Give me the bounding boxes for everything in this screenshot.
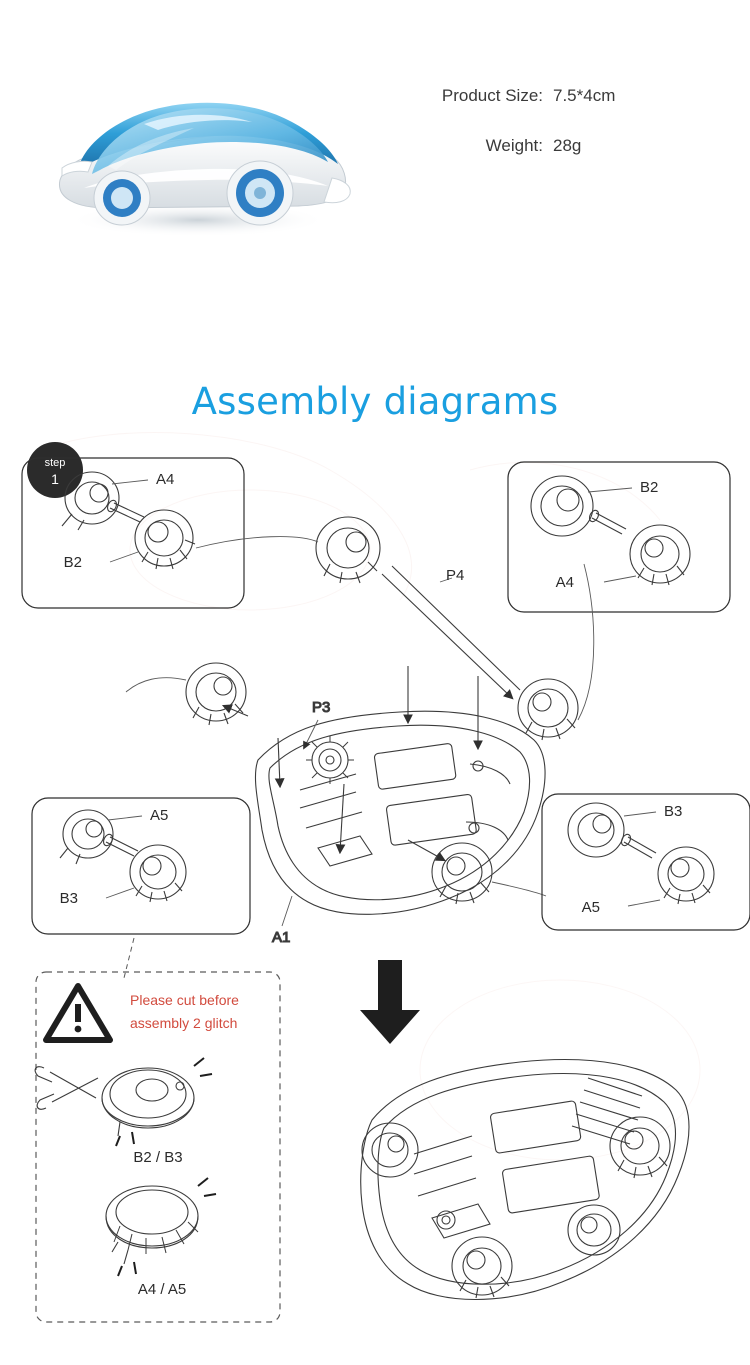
cut-illustration-b <box>35 1067 194 1136</box>
leader-topleft <box>196 537 318 548</box>
label-a4-topright: A4 <box>555 574 574 591</box>
label-b2-topleft: B2 <box>63 554 82 571</box>
callout-bottom-right <box>542 794 750 930</box>
product-spec-section <box>0 0 750 300</box>
label-p3: P3 <box>312 699 331 716</box>
spec-value-weight: 28g <box>553 136 582 155</box>
label-p4: P4 <box>446 567 465 584</box>
leader-bottomright <box>492 882 546 896</box>
spec-row <box>395 136 725 156</box>
warning-line-1: Please cut before <box>130 992 239 1008</box>
spec-row <box>395 86 725 106</box>
label-b2-topright: B2 <box>640 479 659 496</box>
down-arrow-icon <box>360 960 420 1044</box>
wheel-front-right <box>518 679 578 740</box>
spec-label-weight: Weight: <box>485 136 543 155</box>
chassis-a1 <box>224 666 545 946</box>
label-b2-b3: B2 / B3 <box>133 1149 183 1166</box>
warning-box <box>35 938 280 1322</box>
product-photo <box>48 62 358 242</box>
assembly-title: Assembly diagrams <box>191 380 559 423</box>
label-a4-topleft: A4 <box>156 471 175 488</box>
leader-bottomleft <box>126 678 186 692</box>
step-badge <box>27 442 83 498</box>
callout-top-right <box>508 462 730 612</box>
assembly-diagram <box>0 430 750 1365</box>
label-a5-bottomleft: A5 <box>150 807 169 824</box>
warning-triangle-icon <box>46 986 110 1040</box>
wheel-rear-right <box>432 843 492 904</box>
callout-bottom-left <box>32 798 250 934</box>
warning-line-2: assembly 2 glitch <box>130 1015 238 1031</box>
label-b3-bottomleft: B3 <box>59 890 78 907</box>
leader-topright <box>578 564 594 720</box>
wheel-rear-left <box>186 663 246 725</box>
step-word: step <box>44 457 66 469</box>
spec-label-size: Product Size: <box>441 86 543 105</box>
step-number: 1 <box>51 471 59 487</box>
label-a4-a5: A4 / A5 <box>137 1281 187 1298</box>
spec-list <box>395 86 725 186</box>
label-a1: A1 <box>272 929 291 946</box>
label-b3-bottomright: B3 <box>664 803 683 820</box>
cut-illustration-a <box>106 1186 198 1264</box>
spec-value-size: 7.5*4cm <box>553 86 616 105</box>
part-p4 <box>382 566 520 698</box>
label-a5-bottomright: A5 <box>581 899 600 916</box>
assembled-chassis <box>361 1060 689 1300</box>
